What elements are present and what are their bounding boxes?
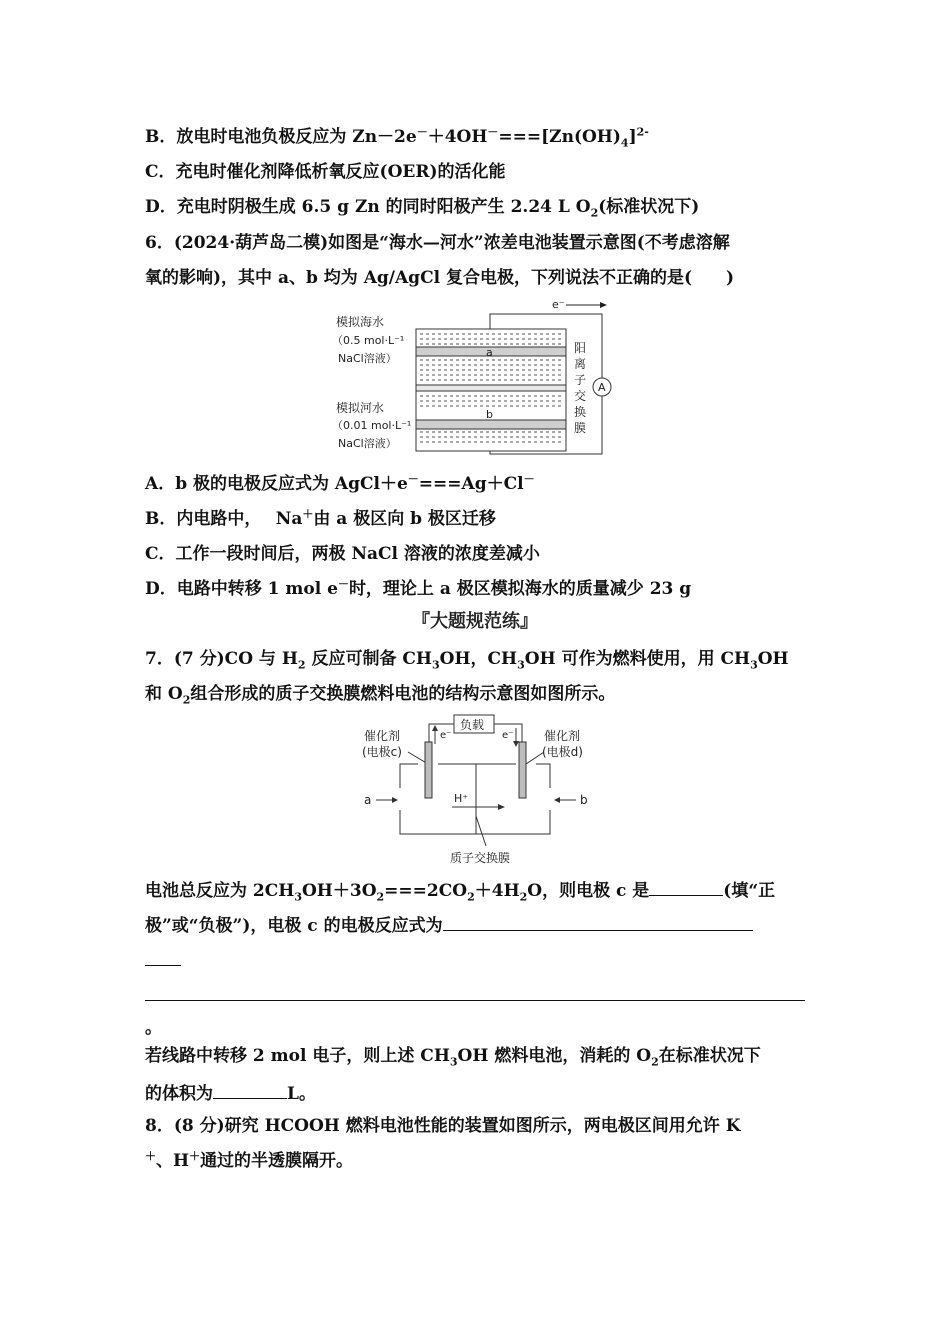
catalyst-d-label-2: (电极d) [542,745,583,759]
river-water-label-2: （0.01 mol·L⁻¹ [332,419,412,432]
load-label: 负载 [460,718,485,732]
q8-stem-line2: ＋、H＋通过的半透膜隔开。 [145,1149,354,1171]
catalyst-c-label-2: (电极c) [362,745,402,759]
q7-line3: 电池总反应为 $2CH_3OH+3O_2===2CO_2+4H_2O$，则电极 c 是 (填“正 [145,877,810,902]
proton-arrowhead [498,804,505,810]
electron-label-left: e⁻ [440,730,452,741]
electrode-a-label: a [486,346,493,359]
cell-left-wall-lower [400,810,550,834]
electrode-reaction-blank[interactable] [443,912,753,931]
membrane-char-4: 交 [574,389,587,403]
electron-arrowhead-left [432,725,438,731]
q7-line6: 若线路中转移 2 mol 电子，则上述 $CH_3OH$ 燃料电池，消耗的 $O_2$在标准状况下 [145,1046,761,1069]
cation-exchange-membrane [416,385,566,391]
q6-option-c: C．工作一段时间后，两极 NaCl 溶液的浓度差减小 [145,544,540,564]
proton-label: H⁺ [454,792,469,805]
electrode-d [519,742,526,798]
electrode-c [425,742,432,798]
q5-option-b: B．放电时电池负极反应为 $Zn-2e^-+4OH^-===[Zn(OH)_4]^{2-}$ [145,125,649,150]
membrane-label: 质子交换膜 [450,851,511,865]
ammeter-label: A [598,381,606,394]
cell-left-wall [400,764,418,788]
section-banner: 『大题规范练』 [412,611,538,632]
q5-option-c: C．充电时催化剂降低析氧反应(OER)的活化能 [145,162,506,182]
electrode-reaction-blank-line2[interactable] [145,982,805,1001]
q6-option-d: D．电路中转移 1 mol e－时，理论上 a 极区模拟海水的质量减少 23 g [145,577,692,599]
q8-stem-line1: 8．(8 分)研究 HCOOH 燃料电池性能的装置如图所示，两电极区间用允许 K [145,1116,741,1136]
inlet-b-arrowhead [554,797,560,803]
inlet-a-arrowhead [392,797,398,803]
membrane-char-1: 阳 [574,341,587,355]
electron-label-right: e⁻ [502,730,514,741]
electrode-b-plate [416,420,566,429]
q5-option-d: D．充电时阴极生成 6.5 g Zn 的同时阳极产生 2.24 L $O_2$(标准状况下) [145,197,700,220]
inlet-a-label: a [364,793,372,807]
membrane-char-6: 膜 [574,421,587,435]
volume-blank[interactable] [213,1080,287,1099]
electron-arrowhead-right [513,741,519,747]
q7-line5 [145,982,810,1007]
river-water-label-3: NaCl溶液） [338,437,397,450]
q7-line5-end: 。 [145,1018,162,1038]
q7-line4: 极”或“负极”)，电极 c 的电极反应式为 [145,912,810,937]
sea-water-label-2: （0.5 mol·L⁻¹ [332,334,405,347]
membrane-char-2: 离 [574,357,587,371]
membrane-char-3: 子 [574,373,587,387]
sea-water-label-1: 模拟海水 [336,315,385,329]
q6-stem-line1: 6．(2024·葫芦岛二模)如图是“海水—河水”浓差电池装置示意图(不考虑溶解 [145,233,730,253]
membrane-pointer [476,816,486,846]
q6-concentration-cell-diagram [330,296,620,462]
inlet-b-label: b [580,793,588,807]
cell-right-wall [536,764,550,788]
q6-option-b: B．内电路中， Na＋由 a 极区向 b 极区迁移 [145,507,496,529]
q7-stem-line1: 7．(7 分)CO 与 $H_2$ 反应可制备 $CH_3OH$，$CH_3OH$ 可作为燃料使用，用 $CH_3OH$ [145,649,789,672]
sea-water-label-3: NaCl溶液） [338,352,397,365]
electrode-reaction-blank-cont[interactable] [145,947,181,966]
q7-stem-line2: 和 $O_2$组合形成的质子交换膜燃料电池的结构示意图如图所示。 [145,684,616,707]
q7-line7: 的体积为 L。 [145,1080,810,1105]
electrode-b-label: b [486,408,493,421]
catalyst-c-label-1: 催化剂 [364,729,401,743]
electron-label: e⁻ [552,298,565,311]
electron-arrowhead [600,302,607,308]
q6-stem-line2: 氧的影响)，其中 a、b 均为 Ag/AgCl 复合电极，下列说法不正确的是( ) [145,268,735,288]
electrode-c-blank[interactable] [649,877,723,896]
membrane-char-5: 换 [574,405,587,419]
river-water-label-1: 模拟河水 [336,401,385,415]
catalyst-d-label-1: 催化剂 [544,729,581,743]
q7-fuel-cell-diagram [358,712,598,868]
q7-line4-continuation [145,947,810,972]
q6-option-a: A．b 极的电极反应式为 AgCl＋e－===Ag＋Cl－ [145,472,535,494]
